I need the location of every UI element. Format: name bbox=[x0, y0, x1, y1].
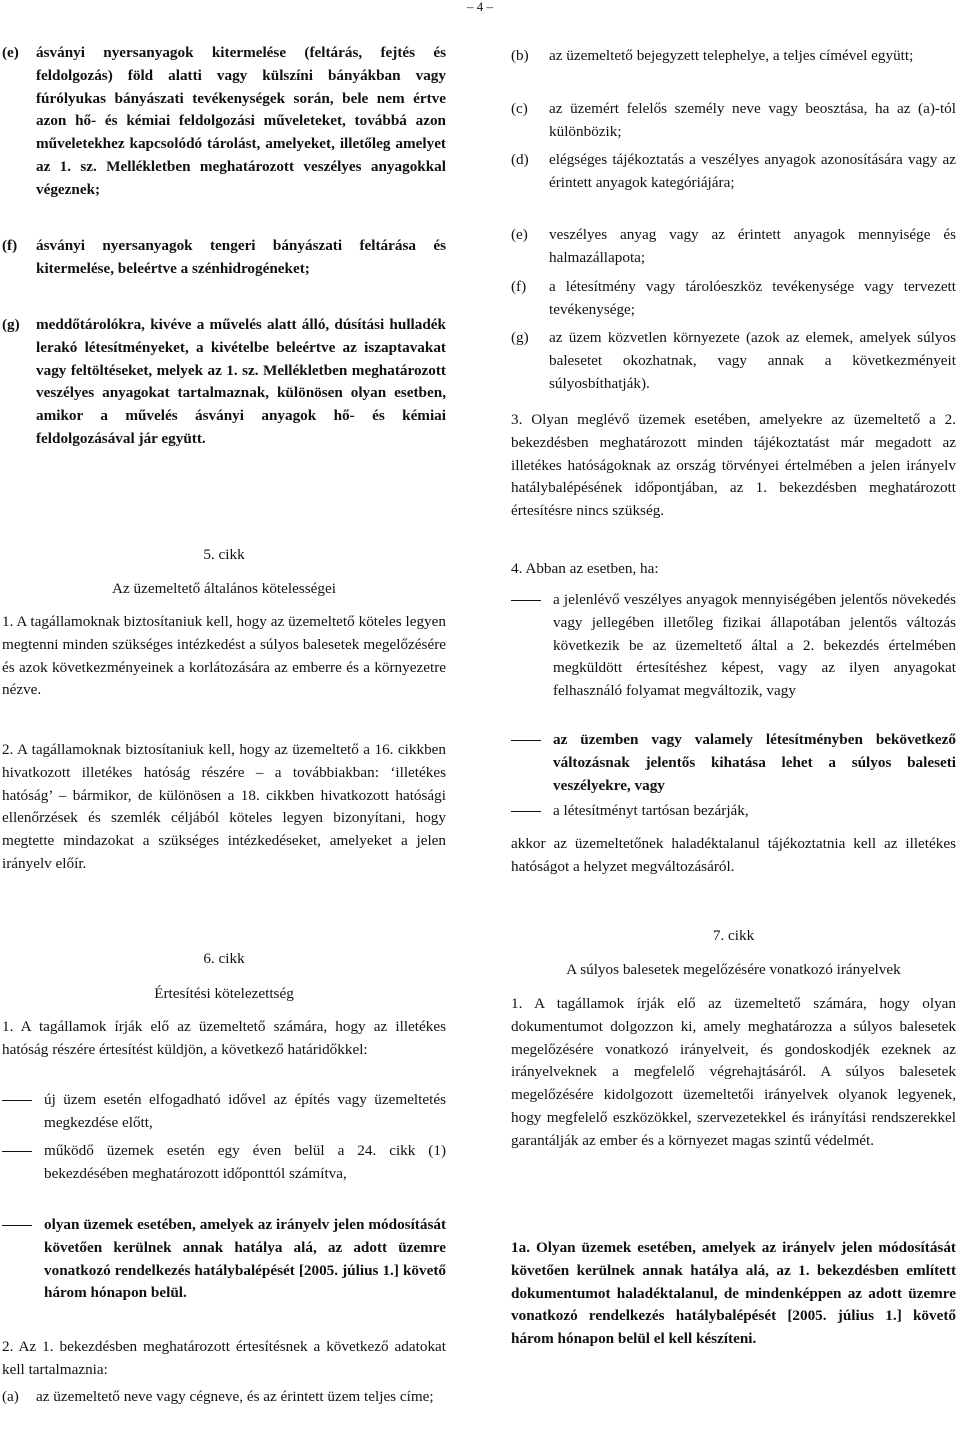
paragraph-3: 3. Olyan meglévő üzemek esetében, amelyekre az üzemeltető a 2. bekezdésben meghatározott minden tájékoztatást már megadott az illetékes hatóságoknak az ország törvényei értelmében a jelen irányelv hatálybalépésének időpontjában, az 1. bekezdésben meghatározott értesítésre nincs szükség. bbox=[511, 411, 956, 520]
item-text: az üzemeltető bejegyzett telephelye, a teljes címével együtt; bbox=[549, 47, 914, 64]
list-item-f bbox=[2, 235, 446, 281]
dash-text: új üzem esetén elfogadható idővel az építés vagy üzemeltetés megkezdése előtt, bbox=[44, 1091, 446, 1131]
item-text: az üzemeltető neve vagy cégneve, és az érintett üzem teljes címe; bbox=[36, 1388, 434, 1405]
item-text: a létesítmény vagy tárolóeszköz tevékenysége vagy tervezett tevékenysége; bbox=[549, 278, 956, 318]
item-label: (g) bbox=[2, 316, 20, 333]
item-text: veszélyes anyag vagy az érintett anyagok mennyisége és halmazállapota; bbox=[549, 226, 956, 266]
article-5-paragraph-1: 1. A tagállamoknak biztosítaniuk kell, hogy az üzemeltető köteles legyen megtenni minden szükséges intézkedést a súlyos balesetek megelőzésére és azok következményeinek a korlátozására az emberre és a környezetre nézve. bbox=[2, 613, 446, 699]
item-label: (c) bbox=[511, 100, 528, 117]
dash-text: a jelenlévő veszélyes anyagok mennyiségében jelentős növekedés vagy jellegében illetőleg fizikai állapotában jelentős változás következik be az üzemeltető által a 2. bekezdés értelmében megküldött értesítéshez képest, vagy az ilyen anyagokat felhasználó folyamat megváltozik, vagy bbox=[553, 591, 956, 700]
item-label: (f) bbox=[2, 237, 18, 254]
item-label: (e) bbox=[511, 226, 528, 243]
list-item-b bbox=[511, 45, 956, 68]
item-text: meddőtárolókra, kivéve a művelés alatt álló, dúsítási hulladék lerakó létesítményeket, a kivételbe beleértve az iszaptavakat vagy feltöltéseket, melyek az 1. sz. Mellékletben meghatározott veszélyes anyagokat tartalmaznak, különösen olyan esetben, amikor a művelés ásványi anyagok hő- és kémiai feldolgozásával jár együtt. bbox=[36, 316, 446, 447]
item-label: (f) bbox=[511, 278, 527, 295]
item-text: az üzem közvetlen környezete (azok az elemek, amelyek súlyos balesetet okozhatnak, vagy annak a következményeit súlyosbíthatják). bbox=[549, 329, 956, 392]
dash-text: az üzemben vagy valamely létesítményben bekövetkező változásnak jelentős kihatása lehet a súlyos baleseti veszélyekre, vagy bbox=[553, 731, 956, 794]
article-7-paragraph-1a: 1a. Olyan üzemek esetében, amelyek az irányelv jelen módosítását követően kerülnek annak hatálya alá, az 1. bekezdésben említett dokumentumot haladéktalanul, de mindenképpen az adott üzemre vonatkozó rendelkezés hatálybalépését [2005. július 1.] követő három hónapon belül el kell készíteni. bbox=[511, 1239, 956, 1348]
page-number: – 4 – bbox=[467, 0, 493, 14]
item-label: (e) bbox=[2, 44, 19, 61]
item-label: (g) bbox=[511, 329, 529, 346]
article-7-number: 7. cikk bbox=[712, 927, 755, 944]
item-label: (d) bbox=[511, 151, 529, 168]
article-6-title: Értesítési kötelezettség bbox=[154, 985, 294, 1002]
article-7-paragraph-1: 1. A tagállamok írják elő az üzemeltető számára, hogy olyan dokumentumot dolgozzon ki, amely meghatározza a súlyos balesetek megelőzésére vonatkozó irányelveit, és gondoskodjék ezeknek az irányelveknek a megfelelő végrehajtásáról. A súlyos balesetek megelőzésére kidolgozott üzemeltetői irányelvek olyanok legyenek, hogy megfelelő eszközökkel, szervezetekkel és irányítási rendszerekkel garantálják az ember és a környezet magas szintű védelmét. bbox=[511, 995, 956, 1149]
dash-item bbox=[2, 1214, 446, 1305]
list-item-g bbox=[511, 327, 956, 395]
item-text: elégséges tájékoztatás a veszélyes anyagok azonosítására vagy az érintett anyagok kategóriájára; bbox=[549, 151, 956, 191]
item-text: az üzemért felelős személy neve vagy beosztása, ha az (a)-tól különbözik; bbox=[549, 100, 956, 140]
article-6-paragraph-1: 1. A tagállamok írják elő az üzemeltető számára, hogy az illetékes hatóság részére értesítést küldjön, a következő határidőkkel: bbox=[2, 1018, 446, 1058]
list-item-c bbox=[511, 98, 956, 144]
list-item-d bbox=[511, 149, 956, 195]
article-5-title: Az üzemeltető általános kötelességei bbox=[112, 580, 336, 597]
article-5-number: 5. cikk bbox=[203, 546, 245, 563]
dash-item bbox=[511, 589, 956, 703]
article-5-paragraph-2: 2. A tagállamoknak biztosítaniuk kell, hogy az üzemeltető a 16. cikkben hivatkozott illetékes hatóság részére – a továbbiakban: ‘illetékes hatóság’ – bármikor, de különösen a 18. cikkben hivatkozott hatósági ellenőrzések és szemlék céljából köteles legyen bizonyítani, hogy megtette mindazokat a szükséges intézkedéseket, amelyeket a jelen irányelv előír. bbox=[2, 741, 446, 872]
list-item-e bbox=[511, 224, 956, 270]
article-6-paragraph-2: 2. Az 1. bekezdésben meghatározott értesítésnek a következő adatokat kell tartalmaznia: bbox=[2, 1338, 446, 1378]
item-label: (a) bbox=[2, 1388, 19, 1405]
item-label: (b) bbox=[511, 47, 529, 64]
list-item-g bbox=[2, 314, 446, 451]
dash-item bbox=[2, 1089, 446, 1135]
article-6-number: 6. cikk bbox=[203, 950, 245, 967]
list-item-e bbox=[2, 42, 446, 202]
item-text: ásványi nyersanyagok tengeri bányászati feltárása és kitermelése, beleértve a szénhidrogéneket; bbox=[36, 237, 446, 277]
list-item-f bbox=[511, 276, 956, 322]
item-text: ásványi nyersanyagok kitermelése (feltárás, fejtés és feldolgozás) föld alatti vagy külszíni bányákban vagy fúrólyukas bányászati tevékenységek során, bele nem értve azon hő- és kémiai feldolgozási műveleteket, továbbá azon műveletekhez kapcsolódó tárolást, amelyeket, illetőleg amelyet az 1. sz. Mellékletben meghatározott veszélyes anyagokkal végeznek; bbox=[36, 44, 446, 198]
dash-text: olyan üzemek esetében, amelyek az irányelv jelen módosítását követően kerülnek annak hatálya alá, az adott üzemre vonatkozó rendelkezés hatálybalépését [2005. július 1.] követő három hónapon belül. bbox=[44, 1216, 446, 1302]
list-item-a bbox=[2, 1386, 446, 1409]
dash-item bbox=[511, 800, 956, 823]
dash-item bbox=[511, 729, 956, 797]
paragraph-4-intro: 4. Abban az esetben, ha: bbox=[511, 560, 659, 577]
paragraph-4-tail: akkor az üzemeltetőnek haladéktalanul tájékoztatnia kell az illetékes hatóságot a helyzet megváltozásáról. bbox=[511, 835, 956, 875]
dash-text: a létesítményt tartósan bezárják, bbox=[553, 802, 749, 819]
dash-text: működő üzemek esetén egy éven belül a 24. cikk (1) bekezdésében meghatározott időponttól számítva, bbox=[44, 1142, 446, 1182]
article-7-title: A súlyos balesetek megelőzésére vonatkozó irányelvek bbox=[566, 961, 901, 978]
dash-item bbox=[2, 1140, 446, 1186]
